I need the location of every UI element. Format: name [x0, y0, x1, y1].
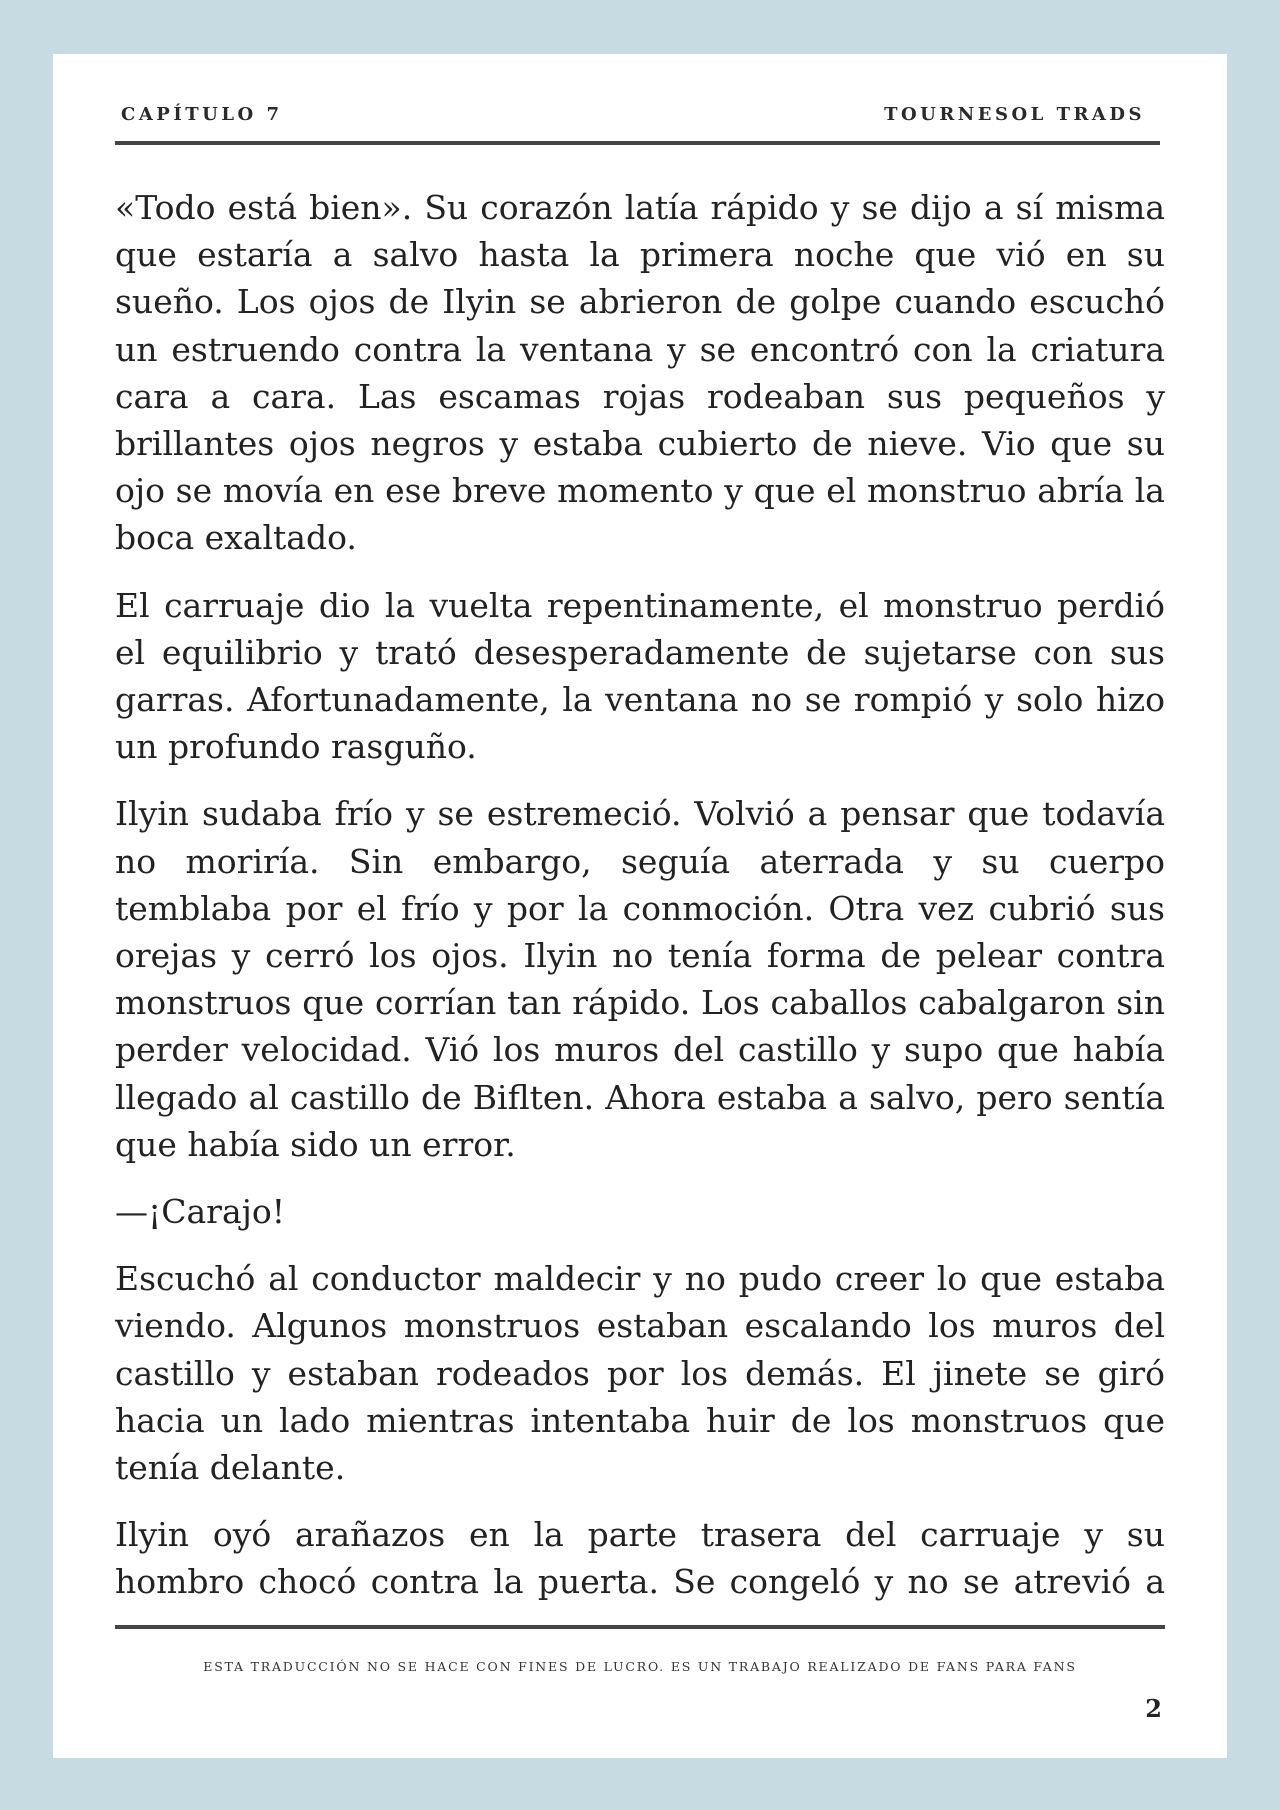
paragraph: Escuchó al conductor maldecir y no pudo creer lo que estaba viendo. Algunos monstruos estaban escalando los muros del castillo y estaban rodeados por los demás. El jinete se giró hacia un lado mientras intentaba huir de los monstruos que tenía delante. — [115, 1259, 1165, 1488]
page-number: 2 — [1145, 1694, 1162, 1723]
paragraph: «Todo está bien». Su corazón latía rápido y se dijo a sí misma que estaría a salvo hasta la primera noche que vió en su sueño. Los ojos de Ilyin se abrieron de golpe cuando escuchó un estruendo contra la ventana y se encontró con la criatura cara a cara. Las escamas rojas rodeaban sus pequeños y brillantes ojos negros y estaba cubierto de nieve. Vio que su ojo se movía en ese breve momento y que el monstruo abría la boca exaltado. — [115, 188, 1165, 558]
body-text — [115, 184, 1165, 1626]
paragraph: Ilyin oyó arañazos en la parte trasera del carruaje y su hombro chocó contra la puerta. Se congeló y no se atrevió a — [115, 1515, 1165, 1602]
paragraph: —¡Carajo! — [115, 1192, 285, 1232]
header-divider — [115, 141, 1160, 145]
chapter-title: CAPÍTULO 7 — [121, 104, 283, 125]
footer-divider — [115, 1625, 1165, 1629]
page-header — [115, 104, 1145, 130]
footer-note: ESTA TRADUCCIÓN NO SE HACE CON FINES DE LUCRO. ES UN TRABAJO REALIZADO DE FANS PARA FANS — [203, 1659, 1077, 1674]
translator-name: TOURNESOL TRADS — [884, 104, 1145, 125]
paragraph: El carruaje dio la vuelta repentinamente, el monstruo perdió el equilibrio y trató desesperadamente de sujetarse con sus garras. Afortunadamente, la ventana no se rompió y solo hizo un profundo rasguño. — [115, 585, 1165, 767]
paragraph: Ilyin sudaba frío y se estremeció. Volvió a pensar que todavía no moriría. Sin embargo, seguía aterrada y su cuerpo temblaba por el frío y por la conmoción. Otra vez cubrió sus orejas y cerró los ojos. Ilyin no tenía forma de pelear contra monstruos que corrían tan rápido. Los caballos cabalgaron sin perder velocidad. Vió los muros del castillo y supo que había llegado al castillo de Biflten. Ahora estaba a salvo, pero sentía que había sido un error. — [115, 794, 1165, 1164]
document-page — [53, 54, 1227, 1758]
